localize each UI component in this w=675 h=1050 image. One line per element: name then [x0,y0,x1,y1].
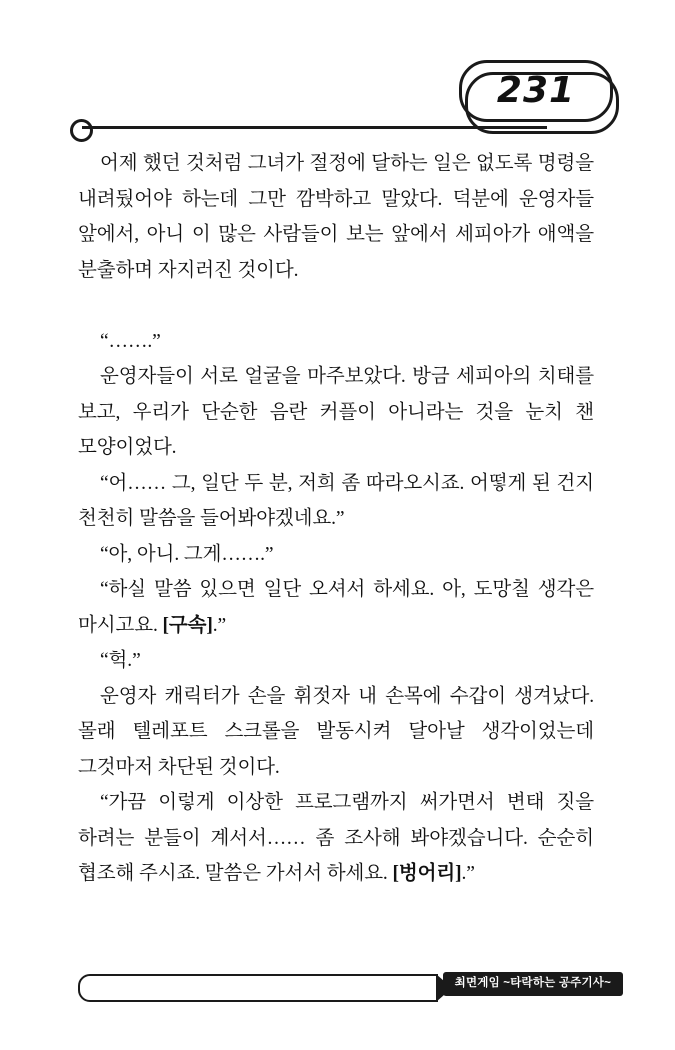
page-footer [78,972,623,1002]
skill-tag: [구속] [162,614,213,636]
page-number: 231 [496,70,576,111]
paragraph: “헉.” [100,650,141,671]
paragraph: 운영자 캐릭터가 손을 휘젓자 내 손목에 수갑이 생겨났다. 몰래 텔레포트 스크롤을 발동시켜 달아날 생각이었는데 그것마저 차단된 것이다. [78,685,594,778]
paragraph: “가끔 이렇게 이상한 프로그램까지 써가면서 변태 짓을 하려는 분들이 계서서…… 좀 조사해 봐야겠습니다. 순순히 협조해 주시죠. 말씀은 가서서 하세요. [벙어리].” [78,792,594,884]
footer-bar-ornament [78,974,438,1002]
page-header [60,60,627,140]
page-body [78,146,594,892]
skill-tag: [벙어리] [392,863,462,884]
paragraph-spacer [78,288,594,324]
page-number-badge [459,60,613,122]
paragraph: “아, 아니. 그게…….” [100,543,274,565]
paragraph: “하실 말씀 있으면 일단 오셔서 하세요. 아, 도망칠 생각은 마시고요. [구속].” [78,579,594,636]
paragraph: “…….” [100,330,161,352]
header-dot-ornament [70,119,93,142]
footer-book-title: 최면게임 ~타락하는 공주기사~ [443,972,623,996]
paragraph: 운영자들이 서로 얼굴을 마주보았다. 방금 세피아의 치태를 보고, 우리가 단순한 음란 커플이 아니라는 것을 눈치 챈 모양이었다. [78,366,594,458]
paragraph: 어제 했던 것처럼 그녀가 절정에 달하는 일은 없도록 명령을 내려뒀어야 하는데 그만 깜박하고 말았다. 덕분에 운영자들 앞에서, 아니 이 많은 사람들이 보는 앞에서 세피아가 애액을 분출하며 자지러진 것이다. [78,153,594,281]
paragraph: “어…… 그, 일단 두 분, 저희 좀 따라오시죠. 어떻게 된 건지 천천히 말씀을 들어봐야겠네요.” [78,472,594,529]
